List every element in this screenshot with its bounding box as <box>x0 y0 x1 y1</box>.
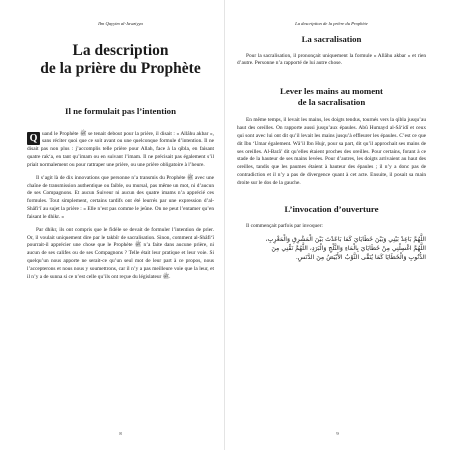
chapter-title-line-2: de la prière du Prophète <box>40 59 201 77</box>
paragraph-sacralisation: Pour la sacralisation, il prononçait uniquement la formule « Allâhu akbar » et rien d’autre. Personne n’a rapporté de lui autre chose. <box>237 52 426 67</box>
paragraph-2: Il s’agit là de dix innovations que personne n’a transmis du Prophète ﷺ avec une chaîne de transmission authentique ou faible, ou mursal, pas même un mot, ni d’aucun de ses Compagnons. Et aucun Suiveur ni aucun des quatre imams n’a apprécié ces formules. Tout simplement, certains tardifs ont été leurrés par une expression d’al-Shâfi‘î au sujet la prière : « Elle n’est pas comme le jeûne. On ne peut l’entamer qu’en faisant le dhikr. » <box>27 174 214 220</box>
running-head-author: Ibn Qayyim al-Jawziyya <box>98 21 143 26</box>
section-title-opening-invocation: L’invocation d’ouverture <box>284 203 379 214</box>
paragraph-1-text: uand le Prophète ﷺ se tenait debout pour la prière, il disait : « Allâhu akbar », sans réciter quoi que ce soit avant ou une quelconque formule d’intention. Il ne disait pas non plus : j’accomplis telle prière pour Allah, face à la qibla, en faisant quatre rak‘a, en tant qu’imam ou en suivant l’imam. Il ne précisait pas également s’il priait normalement ou pour rattraper une prière, ou une prière obligatoire à l’heure. <box>27 130 215 168</box>
chapter-title-line-1: La description <box>72 42 169 59</box>
paragraph-1 <box>27 131 214 170</box>
page-number-right: 9 <box>336 431 339 436</box>
arabic-line-1: اللَّهُمَّ بَاعِدْ بَيْنِي وَبَيْنَ خَطَايَايَ كَمَا بَاعَدْتَ بَيْنَ الْمَشْرِقِ وَالْمَغْرِبِ، <box>265 236 426 244</box>
section-title-intention: Il ne formulait pas l’intention <box>65 106 176 116</box>
arabic-line-3: الذُّنُوبِ وَالْخَطَايَا كَمَا يُنَقَّى الثَّوْبُ الأَبْيَضُ مِنَ الدَّنَسِ. <box>295 254 426 262</box>
running-head-title: La description de la prière du Prophète <box>295 21 368 26</box>
paragraph-raising-hands: En même temps, il levait les mains, les doigts tendus, tournés vers la qibla jusqu’au haut des oreilles. On rapporte aussi jusqu’aux épaules. Abû Humayd al-Sâ‘idî et ceux qui sont avec lui ont dit qu’il levait les mains jusqu’à effleurer les épaules. C’est ce que dit Ibn ‘Umar également. Wâ’il Ibn Hujr, pour sa part, dit qu’il approchait ses mains de ses oreilles. Al-Barâ’ dit qu’elles étaient proches des oreilles. Pour certains, forant à ce stade de la hauteur de ses mains levées. Pour d’autres, les doigts arrivaient au haut des oreilles, tandis que les paumes étaient à hauteur des épaules ; il n’y a donc pas de contradiction et il n’y a pas de divergence quant à cet acte. Ensuite, il posait sa main droite sur le dos de la gauche. <box>237 117 426 186</box>
paragraph-invocation-intro: Il commençait parfois par invoquer: <box>246 223 323 230</box>
arabic-line-2: اللَّهُمَّ اغْسِلْنِي مِنْ خَطَايَايَ بِالْمَاءِ وَالثَّلْجِ وَالْبَرَدِ، اللَّهُمَّ نَقِّنِي مِنَ <box>271 245 426 253</box>
section-title-raising-hands-line-2: de la sacralisation <box>297 96 366 107</box>
right-page <box>225 0 450 450</box>
section-title-raising-hands-line-1: Lever les mains au moment <box>280 86 383 97</box>
dropcap-letter: Q <box>27 132 40 145</box>
section-title-sacralisation: La sacralisation <box>301 34 362 44</box>
chapter-title <box>27 42 214 77</box>
paragraph-3: Par dhikr, ils ont compris que le fidèle se devait de formuler l’intention de prier. Or, il voulait uniquement dire par le takbîr de sacralisation. Sinon, comment al-Shâfi‘î pourrait-il apprécier une chose que le Prophète ﷺ n’a faite dans aucune prière, ni aucun de ses califes ou de ses Compagnons ? Telle était leur pratique et leur voie. Si quelqu’un nous apporte ne serait-ce qu’un seul mot de leur part à ce propos, nous l’accepterons et nous nous y soumettrons, car il n’y a pas meilleure voie que la leur, et il n’y a de sunna si ce n’est celle qu’ils ont reçue du législateur ﷺ. <box>27 226 214 280</box>
page-number-left: 8 <box>119 431 122 436</box>
section-title-raising-hands <box>237 86 426 107</box>
arabic-invocation <box>237 235 426 262</box>
